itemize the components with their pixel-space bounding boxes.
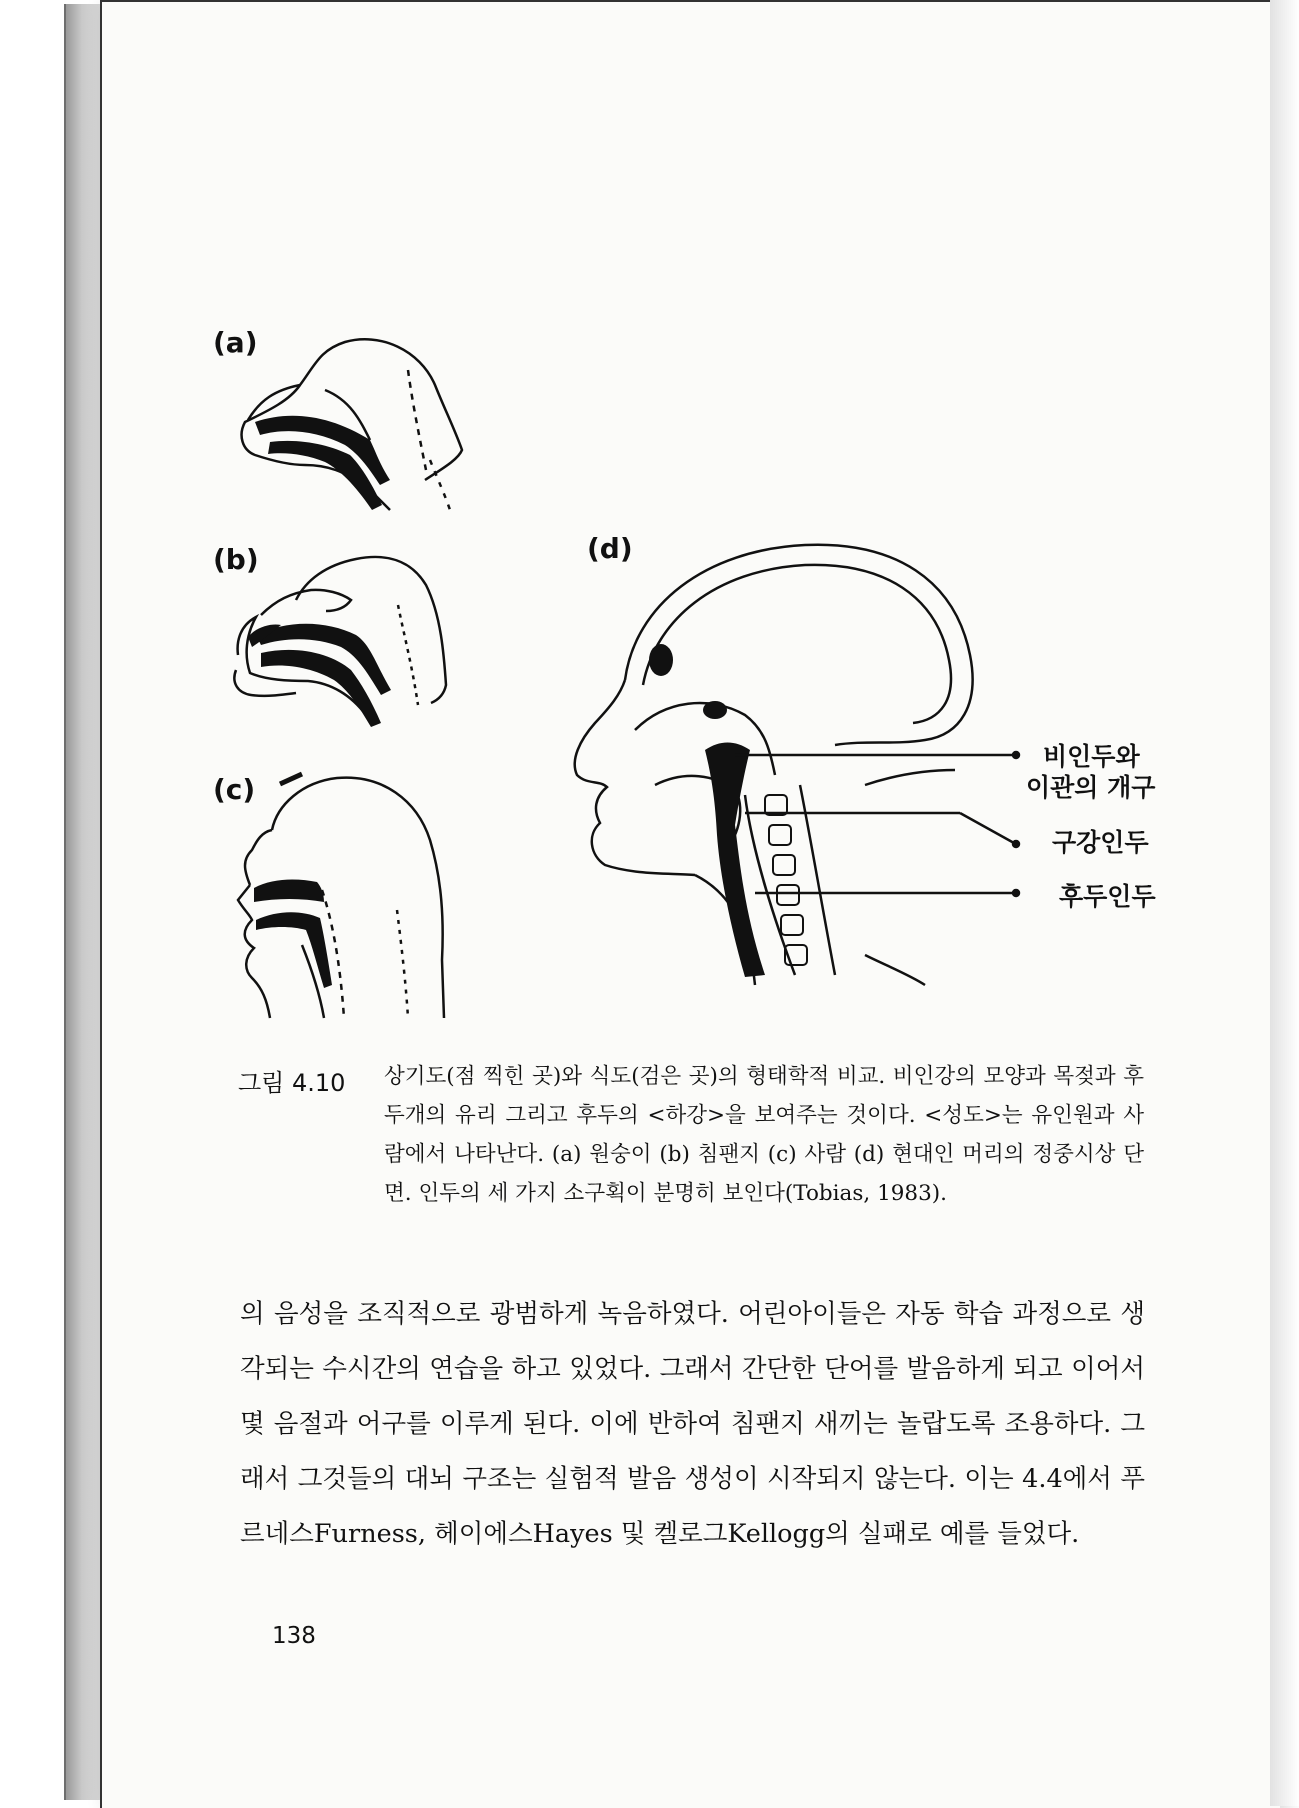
panel-label-c: (c) <box>213 773 256 806</box>
panel-label-b: (b) <box>213 543 259 576</box>
panel-label-a: (a) <box>213 326 258 359</box>
body-paragraph: 의 음성을 조직적으로 광범하게 녹음하였다. 어린아이들은 자동 학습 과정으로 생각되는 수시간의 연습을 하고 있었다. 그래서 간단한 단어를 발음하게 되고 이어서 몇 음절과 어구를 이루게 된다. 이에 반하여 침팬지 새끼는 놀랍도록 조용하다. 그래서 그것들의 대뇌 구조는 실험적 발음 생성이 시작되지 않는다. 이는 4.4에서 푸르네스Furness, 헤이에스Hayes 및 켈로그Kellogg의 실패로 예를 들었다. <box>240 1299 1145 1549</box>
human-head-diagram <box>232 770 452 1020</box>
callout-nasopharynx-line2: 이관의 개구 <box>1026 773 1156 802</box>
figure-caption-text: 상기도(점 찍힌 곳)와 식도(검은 곳)의 형태학적 비교. 비인강의 모양과 목젖과 후두개의 유리 그리고 후두의 <하강>을 보여주는 것이다. <성도>는 유인원과 사람에서 나타난다. (a) 원숭이 (b) 침팬지 (c) 사람 (d) 현대인 머리의 정중시상 단면. 인두의 세 가지 소구획이 분명히 보인다(Tobias, 1983). <box>384 1064 1144 1206</box>
figure-caption-label: 그림 4.10 <box>238 1069 346 1097</box>
panel-label-d: (d) <box>587 532 633 565</box>
callout-laryngopharynx: 후두인두 <box>1059 882 1156 911</box>
callout-nasopharynx-line1: 비인두와 <box>1043 742 1140 771</box>
callout-lines <box>730 745 1030 905</box>
page-edge <box>1270 0 1299 1806</box>
page-number: 138 <box>272 1623 316 1649</box>
chimpanzee-head-diagram <box>226 545 456 735</box>
callout-oropharynx: 구강인두 <box>1052 828 1149 857</box>
monkey-head-diagram <box>230 330 470 515</box>
